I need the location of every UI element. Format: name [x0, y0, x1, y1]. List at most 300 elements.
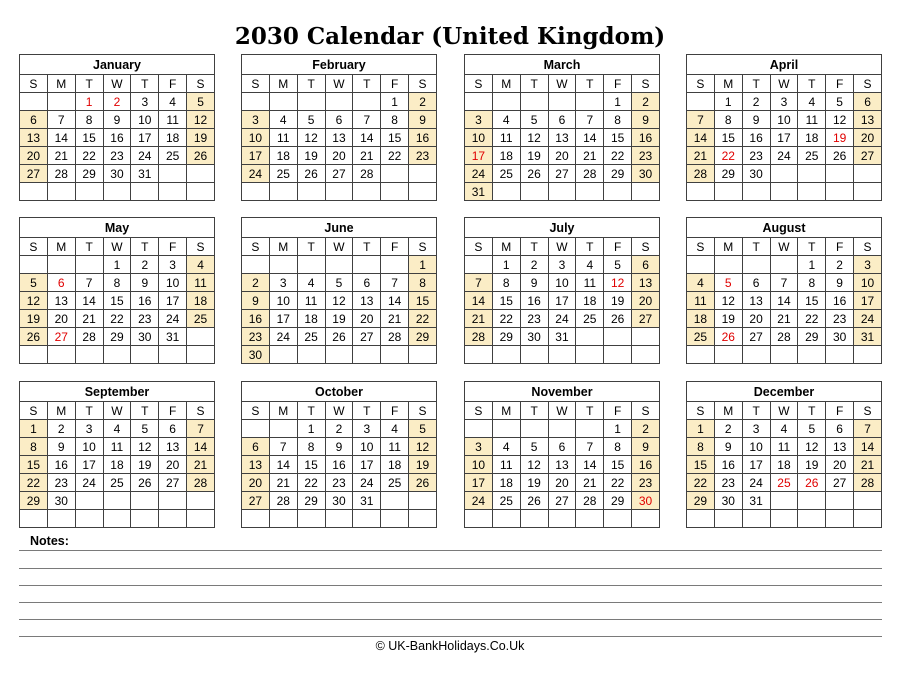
day-cell — [75, 346, 103, 364]
day-cell: 4 — [187, 256, 215, 274]
day-cell: 26 — [714, 328, 742, 346]
day-cell: 28 — [381, 328, 409, 346]
day-cell: 25 — [798, 147, 826, 165]
day-cell: 30 — [325, 492, 353, 510]
day-cell: 4 — [770, 420, 798, 438]
weekday-header: T — [131, 75, 159, 93]
weekday-header: F — [381, 75, 409, 93]
day-cell — [854, 510, 882, 528]
day-cell — [548, 510, 576, 528]
day-cell: 23 — [632, 147, 660, 165]
day-cell — [325, 256, 353, 274]
day-cell: 26 — [520, 165, 548, 183]
month-name: June — [242, 218, 437, 238]
day-cell: 16 — [520, 292, 548, 310]
day-cell: 27 — [742, 328, 770, 346]
day-cell: 30 — [242, 346, 270, 364]
day-cell: 13 — [742, 292, 770, 310]
day-cell: 15 — [75, 129, 103, 147]
day-cell: 16 — [103, 129, 131, 147]
weekday-header: T — [131, 402, 159, 420]
day-cell: 27 — [548, 492, 576, 510]
day-cell — [714, 510, 742, 528]
day-cell: 13 — [826, 438, 854, 456]
day-cell: 19 — [798, 456, 826, 474]
day-cell — [742, 256, 770, 274]
day-cell — [325, 346, 353, 364]
day-cell: 25 — [381, 474, 409, 492]
day-cell — [854, 183, 882, 201]
day-cell: 23 — [409, 147, 437, 165]
day-cell: 10 — [242, 129, 270, 147]
month-name: May — [20, 218, 215, 238]
day-cell: 4 — [269, 111, 297, 129]
day-cell: 10 — [770, 111, 798, 129]
day-cell: 6 — [548, 438, 576, 456]
day-cell: 6 — [632, 256, 660, 274]
day-cell: 9 — [520, 274, 548, 292]
day-cell: 29 — [604, 492, 632, 510]
day-cell: 22 — [409, 310, 437, 328]
day-cell: 1 — [714, 93, 742, 111]
weekday-header: S — [465, 238, 493, 256]
day-cell: 20 — [325, 147, 353, 165]
day-cell: 17 — [854, 292, 882, 310]
weekday-header: T — [353, 402, 381, 420]
notes-line — [19, 585, 882, 586]
day-cell — [826, 165, 854, 183]
day-cell: 24 — [242, 165, 270, 183]
day-cell: 14 — [353, 129, 381, 147]
day-cell: 6 — [742, 274, 770, 292]
day-cell: 17 — [131, 129, 159, 147]
day-cell — [465, 256, 493, 274]
day-cell: 24 — [770, 147, 798, 165]
weekday-header: S — [632, 402, 660, 420]
day-cell: 24 — [548, 310, 576, 328]
weekday-header: M — [47, 75, 75, 93]
day-cell — [131, 183, 159, 201]
day-cell: 3 — [770, 93, 798, 111]
day-cell — [353, 346, 381, 364]
day-cell: 2 — [826, 256, 854, 274]
day-cell: 13 — [548, 129, 576, 147]
day-cell — [465, 93, 493, 111]
day-cell: 20 — [242, 474, 270, 492]
day-cell: 7 — [576, 438, 604, 456]
day-cell — [520, 346, 548, 364]
day-cell: 9 — [242, 292, 270, 310]
notes-label: Notes: — [30, 534, 69, 548]
day-cell: 23 — [520, 310, 548, 328]
day-cell: 12 — [297, 129, 325, 147]
day-cell: 2 — [103, 93, 131, 111]
day-cell: 4 — [381, 420, 409, 438]
day-cell: 25 — [103, 474, 131, 492]
day-cell: 13 — [159, 438, 187, 456]
weekday-header: T — [353, 75, 381, 93]
day-cell: 5 — [520, 438, 548, 456]
day-cell: 28 — [576, 165, 604, 183]
day-cell: 23 — [742, 147, 770, 165]
month-january — [19, 54, 215, 201]
day-cell: 12 — [520, 456, 548, 474]
weekday-header: F — [826, 75, 854, 93]
weekday-header: W — [548, 402, 576, 420]
weekday-header: F — [826, 238, 854, 256]
day-cell: 10 — [742, 438, 770, 456]
day-cell: 17 — [742, 456, 770, 474]
day-cell: 10 — [465, 456, 493, 474]
day-cell: 27 — [826, 474, 854, 492]
day-cell: 25 — [159, 147, 187, 165]
day-cell: 19 — [520, 147, 548, 165]
day-cell — [492, 93, 520, 111]
day-cell: 11 — [381, 438, 409, 456]
day-cell — [381, 256, 409, 274]
day-cell — [409, 492, 437, 510]
day-cell — [103, 183, 131, 201]
weekday-header: S — [854, 238, 882, 256]
day-cell — [770, 492, 798, 510]
month-name: November — [465, 382, 660, 402]
day-cell: 16 — [242, 310, 270, 328]
day-cell: 9 — [826, 274, 854, 292]
weekday-header: M — [269, 75, 297, 93]
day-cell: 21 — [770, 310, 798, 328]
day-cell: 24 — [353, 474, 381, 492]
day-cell: 30 — [714, 492, 742, 510]
day-cell: 15 — [604, 456, 632, 474]
day-cell: 15 — [297, 456, 325, 474]
day-cell: 12 — [325, 292, 353, 310]
day-cell: 1 — [492, 256, 520, 274]
day-cell — [269, 256, 297, 274]
weekday-header: S — [242, 75, 270, 93]
day-cell: 18 — [269, 147, 297, 165]
weekday-header: W — [103, 75, 131, 93]
day-cell: 24 — [131, 147, 159, 165]
day-cell — [325, 183, 353, 201]
day-cell — [576, 328, 604, 346]
day-cell: 3 — [131, 93, 159, 111]
weekday-header: T — [576, 402, 604, 420]
weekday-header: F — [381, 402, 409, 420]
weekday-header: T — [742, 402, 770, 420]
day-cell: 17 — [75, 456, 103, 474]
day-cell — [297, 93, 325, 111]
day-cell: 22 — [103, 310, 131, 328]
day-cell: 3 — [548, 256, 576, 274]
day-cell — [798, 346, 826, 364]
weekday-header: F — [604, 75, 632, 93]
weekday-header: M — [492, 238, 520, 256]
day-cell: 19 — [20, 310, 48, 328]
day-cell: 27 — [325, 165, 353, 183]
day-cell — [75, 510, 103, 528]
day-cell: 19 — [826, 129, 854, 147]
day-cell: 25 — [187, 310, 215, 328]
weekday-header: S — [687, 75, 715, 93]
day-cell: 8 — [798, 274, 826, 292]
day-cell: 25 — [269, 165, 297, 183]
day-cell: 7 — [687, 111, 715, 129]
day-cell: 19 — [325, 310, 353, 328]
day-cell: 26 — [187, 147, 215, 165]
day-cell: 28 — [75, 328, 103, 346]
day-cell: 2 — [47, 420, 75, 438]
weekday-header: M — [714, 238, 742, 256]
day-cell — [187, 183, 215, 201]
day-cell: 14 — [381, 292, 409, 310]
day-cell — [492, 420, 520, 438]
weekday-header: M — [492, 402, 520, 420]
weekday-header: S — [187, 238, 215, 256]
day-cell — [381, 492, 409, 510]
weekday-header: F — [826, 402, 854, 420]
day-cell: 14 — [576, 456, 604, 474]
day-cell: 13 — [20, 129, 48, 147]
weekday-header: S — [187, 75, 215, 93]
weekday-header: W — [770, 402, 798, 420]
day-cell: 10 — [75, 438, 103, 456]
day-cell — [576, 93, 604, 111]
day-cell: 10 — [854, 274, 882, 292]
day-cell — [187, 346, 215, 364]
day-cell: 1 — [297, 420, 325, 438]
day-cell — [492, 346, 520, 364]
day-cell: 3 — [75, 420, 103, 438]
day-cell: 23 — [47, 474, 75, 492]
day-cell: 23 — [131, 310, 159, 328]
day-cell — [159, 346, 187, 364]
day-cell: 12 — [714, 292, 742, 310]
month-september — [19, 381, 215, 528]
weekday-header: F — [604, 402, 632, 420]
day-cell — [576, 346, 604, 364]
day-cell: 13 — [632, 274, 660, 292]
month-october — [241, 381, 437, 528]
day-cell: 14 — [687, 129, 715, 147]
day-cell: 10 — [159, 274, 187, 292]
day-cell: 26 — [131, 474, 159, 492]
day-cell: 21 — [187, 456, 215, 474]
day-cell — [353, 93, 381, 111]
day-cell: 21 — [576, 147, 604, 165]
day-cell: 10 — [269, 292, 297, 310]
day-cell — [20, 93, 48, 111]
day-cell — [576, 510, 604, 528]
day-cell — [20, 256, 48, 274]
day-cell: 7 — [269, 438, 297, 456]
day-cell: 19 — [714, 310, 742, 328]
day-cell: 13 — [353, 292, 381, 310]
day-cell — [103, 492, 131, 510]
month-november — [464, 381, 660, 528]
day-cell: 22 — [604, 474, 632, 492]
day-cell: 28 — [187, 474, 215, 492]
weekday-header: M — [714, 75, 742, 93]
day-cell: 9 — [47, 438, 75, 456]
day-cell — [742, 346, 770, 364]
month-name: March — [465, 55, 660, 75]
day-cell: 21 — [854, 456, 882, 474]
day-cell: 16 — [742, 129, 770, 147]
day-cell: 5 — [325, 274, 353, 292]
day-cell — [297, 183, 325, 201]
day-cell — [604, 328, 632, 346]
day-cell — [604, 510, 632, 528]
day-cell: 15 — [103, 292, 131, 310]
day-cell: 3 — [465, 438, 493, 456]
day-cell: 10 — [131, 111, 159, 129]
day-cell: 31 — [159, 328, 187, 346]
day-cell — [325, 510, 353, 528]
day-cell: 2 — [714, 420, 742, 438]
day-cell — [576, 420, 604, 438]
day-cell: 1 — [20, 420, 48, 438]
day-cell: 17 — [548, 292, 576, 310]
day-cell — [687, 346, 715, 364]
day-cell: 25 — [687, 328, 715, 346]
day-cell — [381, 510, 409, 528]
day-cell: 6 — [826, 420, 854, 438]
day-cell: 11 — [159, 111, 187, 129]
day-cell: 20 — [20, 147, 48, 165]
day-cell: 26 — [20, 328, 48, 346]
day-cell: 20 — [742, 310, 770, 328]
day-cell: 1 — [687, 420, 715, 438]
day-cell: 15 — [381, 129, 409, 147]
day-cell: 15 — [409, 292, 437, 310]
day-cell — [798, 183, 826, 201]
day-cell: 1 — [604, 93, 632, 111]
day-cell: 8 — [604, 111, 632, 129]
day-cell — [770, 183, 798, 201]
weekday-header: S — [632, 238, 660, 256]
day-cell — [103, 510, 131, 528]
day-cell: 29 — [75, 165, 103, 183]
day-cell: 29 — [409, 328, 437, 346]
day-cell: 25 — [492, 492, 520, 510]
month-name: August — [687, 218, 882, 238]
day-cell: 9 — [325, 438, 353, 456]
day-cell — [269, 420, 297, 438]
day-cell — [604, 346, 632, 364]
day-cell — [465, 510, 493, 528]
day-cell: 5 — [520, 111, 548, 129]
day-cell: 19 — [409, 456, 437, 474]
day-cell — [687, 256, 715, 274]
day-cell — [47, 346, 75, 364]
day-cell — [548, 183, 576, 201]
day-cell: 30 — [47, 492, 75, 510]
day-cell: 15 — [492, 292, 520, 310]
day-cell: 13 — [242, 456, 270, 474]
month-august — [686, 217, 882, 364]
day-cell: 3 — [242, 111, 270, 129]
day-cell: 28 — [854, 474, 882, 492]
day-cell — [269, 93, 297, 111]
day-cell: 24 — [159, 310, 187, 328]
day-cell: 17 — [269, 310, 297, 328]
day-cell: 22 — [604, 147, 632, 165]
day-cell: 8 — [604, 438, 632, 456]
weekday-header: T — [798, 402, 826, 420]
day-cell: 22 — [492, 310, 520, 328]
weekday-header: S — [409, 238, 437, 256]
day-cell: 12 — [131, 438, 159, 456]
day-cell: 16 — [632, 129, 660, 147]
day-cell: 29 — [798, 328, 826, 346]
weekday-header: W — [103, 238, 131, 256]
month-name: January — [20, 55, 215, 75]
day-cell: 18 — [687, 310, 715, 328]
day-cell: 22 — [75, 147, 103, 165]
day-cell: 13 — [47, 292, 75, 310]
day-cell: 21 — [75, 310, 103, 328]
weekday-header: S — [632, 75, 660, 93]
day-cell: 17 — [242, 147, 270, 165]
day-cell: 12 — [826, 111, 854, 129]
day-cell: 4 — [492, 438, 520, 456]
weekday-header: F — [159, 75, 187, 93]
day-cell — [269, 510, 297, 528]
day-cell: 26 — [325, 328, 353, 346]
day-cell: 16 — [47, 456, 75, 474]
day-cell — [492, 183, 520, 201]
day-cell: 7 — [854, 420, 882, 438]
day-cell — [381, 165, 409, 183]
day-cell: 29 — [714, 165, 742, 183]
day-cell: 21 — [269, 474, 297, 492]
weekday-header: T — [742, 238, 770, 256]
day-cell — [242, 256, 270, 274]
weekday-header: T — [742, 75, 770, 93]
day-cell: 2 — [325, 420, 353, 438]
day-cell: 30 — [131, 328, 159, 346]
day-cell — [632, 346, 660, 364]
day-cell: 4 — [103, 420, 131, 438]
day-cell — [798, 165, 826, 183]
notes-line — [19, 619, 882, 620]
day-cell: 22 — [381, 147, 409, 165]
day-cell: 11 — [297, 292, 325, 310]
day-cell: 29 — [687, 492, 715, 510]
day-cell: 3 — [353, 420, 381, 438]
weekday-header: S — [242, 402, 270, 420]
day-cell — [353, 510, 381, 528]
day-cell: 7 — [75, 274, 103, 292]
day-cell: 22 — [714, 147, 742, 165]
day-cell: 23 — [714, 474, 742, 492]
notes-line — [19, 602, 882, 603]
day-cell: 5 — [714, 274, 742, 292]
day-cell — [159, 510, 187, 528]
day-cell — [131, 510, 159, 528]
day-cell: 17 — [465, 474, 493, 492]
day-cell: 21 — [47, 147, 75, 165]
day-cell: 31 — [353, 492, 381, 510]
day-cell: 23 — [632, 474, 660, 492]
day-cell: 22 — [20, 474, 48, 492]
notes-line — [19, 568, 882, 569]
weekday-header: S — [854, 402, 882, 420]
day-cell — [465, 420, 493, 438]
day-cell: 1 — [798, 256, 826, 274]
day-cell — [548, 93, 576, 111]
day-cell: 26 — [409, 474, 437, 492]
